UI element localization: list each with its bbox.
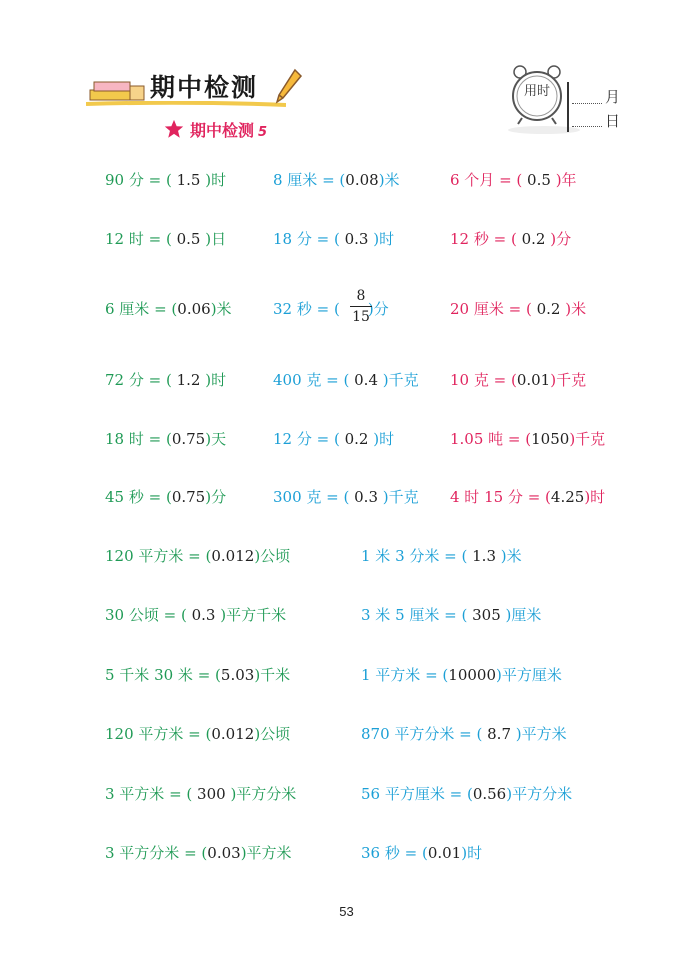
- exercise-item: 120 平方米 = (0.012)公顷: [105, 547, 291, 565]
- exercise-item: 8 厘米 = (0.08)米: [273, 171, 400, 189]
- exercise-item: 6 厘米 = (0.06)米: [105, 300, 232, 318]
- exercise-item: 3 平方分米 = (0.03)平方米: [105, 844, 292, 862]
- date-divider: [567, 82, 569, 132]
- fraction-answer: 8 15: [350, 288, 372, 325]
- day-label: 日: [605, 112, 621, 130]
- exercise-item: 120 平方米 = (0.012)公顷: [105, 725, 291, 743]
- star-icon: [163, 118, 185, 140]
- exercise-item: 36 秒 = (0.01)时: [361, 844, 483, 862]
- exercise-item: 300 克 = ( 0.3 )千克: [273, 488, 419, 506]
- exercise-item: 12 秒 = ( 0.2 )分: [450, 230, 572, 248]
- clock-label: 用时: [523, 84, 550, 99]
- exercise-item: 30 公顷 = ( 0.3 )平方千米: [105, 606, 287, 624]
- page-number: 53: [339, 904, 354, 919]
- exercise-item: 18 时 = (0.75)天: [105, 430, 227, 448]
- exercise-item: 4 时 15 分 = (4.25)时: [450, 488, 606, 506]
- exercise-item: 870 平方分米 = ( 8.7 )平方米: [361, 725, 567, 743]
- exercise-item: 18 分 = ( 0.3 )时: [273, 230, 395, 248]
- exercise-item: 1.05 吨 = (1050)千克: [450, 430, 606, 448]
- exercise-item: 10 克 = (0.01)千克: [450, 371, 587, 389]
- exercise-item: 3 平方米 = ( 300 )平方分米: [105, 785, 297, 803]
- exercise-item: 1 平方米 = (10000)平方厘米: [361, 666, 562, 684]
- exercise-item: 45 秒 = (0.75)分: [105, 488, 227, 506]
- exercise-item: 6 个月 = ( 0.5 )年: [450, 171, 577, 189]
- subtitle-text: 期中检测: [190, 121, 255, 140]
- exercise-item: 1 米 3 分米 = ( 1.3 )米: [361, 547, 522, 565]
- pencil-icon: [275, 68, 303, 104]
- page-title: 期中检测: [150, 73, 259, 102]
- exercise-item: 12 分 = ( 0.2 )时: [273, 430, 395, 448]
- exercise-item: 20 厘米 = ( 0.2 )米: [450, 300, 587, 318]
- exercise-item: 90 分 = ( 1.5 )时: [105, 171, 227, 189]
- exercise-item: 5 千米 30 米 = (5.03)千米: [105, 666, 291, 684]
- section-subtitle: [190, 118, 267, 141]
- exercise-item: 400 克 = ( 0.4 )千克: [273, 371, 419, 389]
- exercise-item: 72 分 = ( 1.2 )时: [105, 371, 227, 389]
- exercise-item: 3 米 5 厘米 = ( 305 )厘米: [361, 606, 542, 624]
- subtitle-number: 5: [258, 125, 268, 140]
- exercise-item: 12 时 = ( 0.5 )日: [105, 230, 227, 248]
- month-blank: [572, 103, 602, 104]
- exercise-item: 32 秒 = ( )分: [273, 300, 389, 318]
- month-label: 月: [605, 88, 621, 106]
- day-blank: [572, 126, 602, 127]
- exercise-item: 56 平方厘米 = (0.56)平方分米: [361, 785, 573, 803]
